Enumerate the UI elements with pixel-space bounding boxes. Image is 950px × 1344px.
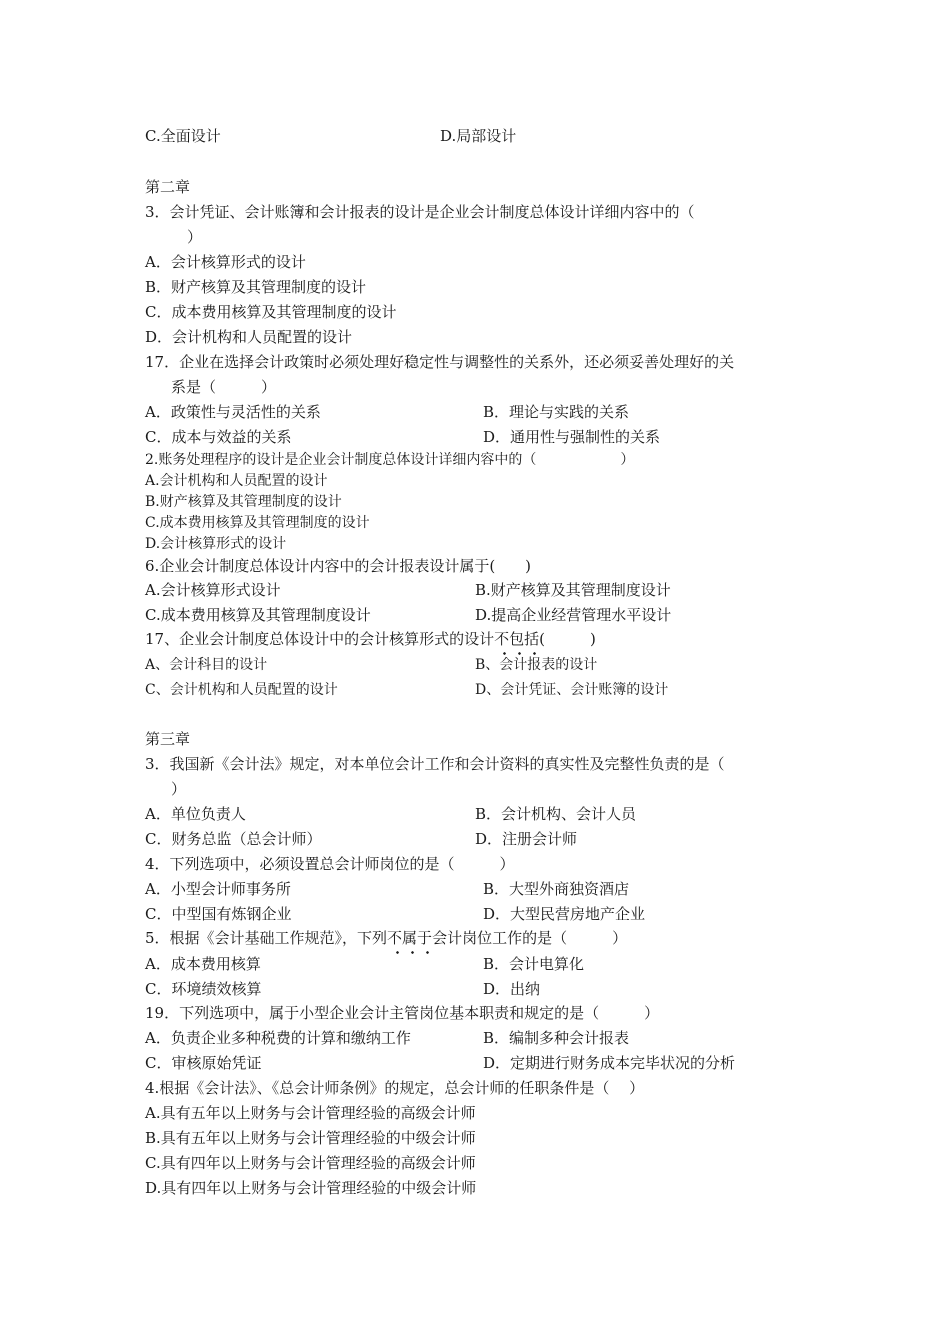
option-c: C、会计机构和人员配置的设计: [145, 682, 338, 698]
chapter-heading: 第二章: [145, 178, 191, 196]
option-d: D．大型民营房地产企业: [483, 905, 646, 923]
option-c: C．审核原始凭证: [145, 1054, 262, 1072]
option-c: C.成本费用核算及其管理制度设计: [145, 606, 371, 624]
option-b: B.具有五年以上财务与会计管理经验的中级会计师: [145, 1129, 476, 1147]
question-stem: [145, 629, 596, 649]
option-d: D、会计凭证、会计账簿的设计: [475, 682, 669, 698]
stem-text: 会计岗位工作的是（ ）: [432, 929, 628, 947]
option-b: B．大型外商独资酒店: [483, 880, 630, 898]
option-line: [145, 580, 671, 600]
option-d: D.会计核算形式的设计: [145, 536, 287, 552]
option-b: B.财产核算及其管理制度设计: [475, 581, 671, 599]
option-c: C.成本费用核算及其管理制度的设计: [145, 515, 370, 531]
option-d: D.具有四年以上财务与会计管理经验的中级会计师: [145, 1179, 477, 1197]
option-a: A．小型会计师事务所: [145, 880, 291, 898]
option-a: A.具有五年以上财务与会计管理经验的高级会计师: [145, 1104, 476, 1122]
option-line: [145, 829, 578, 849]
option-line: [145, 904, 646, 924]
option-a: A.会计机构和人员配置的设计: [145, 473, 328, 489]
chapter-heading: 第三章: [145, 730, 191, 748]
option-c: C．成本费用核算及其管理制度的设计: [145, 303, 397, 321]
option-line: [145, 605, 672, 625]
option-c: C．成本与效益的关系: [145, 428, 292, 446]
option-b: B．会计机构、会计人员: [475, 805, 637, 823]
option-a: A．会计核算形式的设计: [145, 253, 306, 271]
option-a: A．负责企业多种税费的计算和缴纳工作: [145, 1029, 411, 1047]
option-line: [145, 1028, 630, 1048]
question-stem: [145, 928, 627, 948]
option-d: D．会计机构和人员配置的设计: [145, 328, 353, 346]
question-stem: 19．下列选项中，属于小型企业会计主管岗位基本职责和规定的是（ ）: [145, 1004, 660, 1022]
option-b: B.财产核算及其管理制度的设计: [145, 494, 342, 510]
option-c: C．环境绩效核算: [145, 980, 262, 998]
option-d: D．定期进行财务成本完毕状况的分析: [483, 1054, 736, 1072]
question-stem-continued: ）: [171, 780, 187, 798]
option-d: D．通用性与强制性的关系: [483, 428, 661, 446]
emphasized-text: 不包括: [494, 630, 540, 648]
option-line: [145, 427, 661, 447]
option-b: B．会计电算化: [483, 955, 585, 973]
answer-bracket: ）: [187, 228, 203, 246]
option-b: B．理论与实践的关系: [483, 403, 630, 421]
option-c: C.具有四年以上财务与会计管理经验的高级会计师: [145, 1154, 476, 1172]
option-line: [145, 402, 630, 422]
question-stem: 3．会计凭证、会计账簿和会计报表的设计是企业会计制度总体设计详细内容中的（: [145, 203, 695, 221]
option-a: A.会计核算形式设计: [145, 581, 281, 599]
option-b: B．财产核算及其管理制度的设计: [145, 278, 367, 296]
option-line: [145, 126, 517, 146]
option-line: [145, 1053, 736, 1073]
question-stem-continued: [145, 227, 202, 247]
question-stem: 4.根据《会计法》、《总会计师条例》的规定，总会计师的任职条件是（ ）: [145, 1079, 645, 1097]
stem-text: 17、企业会计制度总体设计中的会计核算形式的设计: [145, 630, 495, 648]
option-c: C．中型国有炼钢企业: [145, 905, 292, 923]
question-stem-continued: 系是（ ）: [171, 378, 277, 396]
option-d: D.局部设计: [440, 127, 517, 145]
question-stem: 17．企业在选择会计政策时必须处理好稳定性与调整性的关系外，还必须妥善处理好的关: [145, 353, 735, 371]
stem-text: ( ): [539, 630, 596, 648]
option-b: B、会计报表的设计: [475, 657, 598, 673]
option-b: B．编制多种会计报表: [483, 1029, 630, 1047]
option-a: A．单位负责人: [145, 805, 246, 823]
question-stem: 2.账务处理程序的设计是企业会计制度总体设计详细内容中的（ ）: [145, 452, 635, 468]
option-d: D．注册会计师: [475, 830, 578, 848]
question-stem: 4．下列选项中，必须设置总会计师岗位的是（ ）: [145, 855, 515, 873]
option-line: [145, 879, 630, 899]
option-a: A．成本费用核算: [145, 955, 261, 973]
option-d: D．出纳: [483, 980, 541, 998]
option-line: [145, 954, 585, 974]
option-line: [145, 655, 598, 675]
emphasized-text: 不属于: [387, 929, 433, 947]
option-line: [145, 804, 637, 824]
option-a: A．政策性与灵活性的关系: [145, 403, 321, 421]
stem-text: 5．根据《会计基础工作规范》，下列: [145, 929, 388, 947]
question-stem: 6.企业会计制度总体设计内容中的会计报表设计属于( ): [145, 557, 532, 575]
option-a: A、会计科目的设计: [145, 657, 268, 673]
option-line: [145, 680, 669, 700]
option-d: D.提高企业经营管理水平设计: [475, 606, 672, 624]
option-c: C.全面设计: [145, 127, 221, 145]
question-stem: 3．我国新《会计法》规定，对本单位会计工作和会计资料的真实性及完整性负责的是（: [145, 755, 725, 773]
option-line: [145, 979, 541, 999]
option-c: C．财务总监（总会计师）: [145, 830, 322, 848]
